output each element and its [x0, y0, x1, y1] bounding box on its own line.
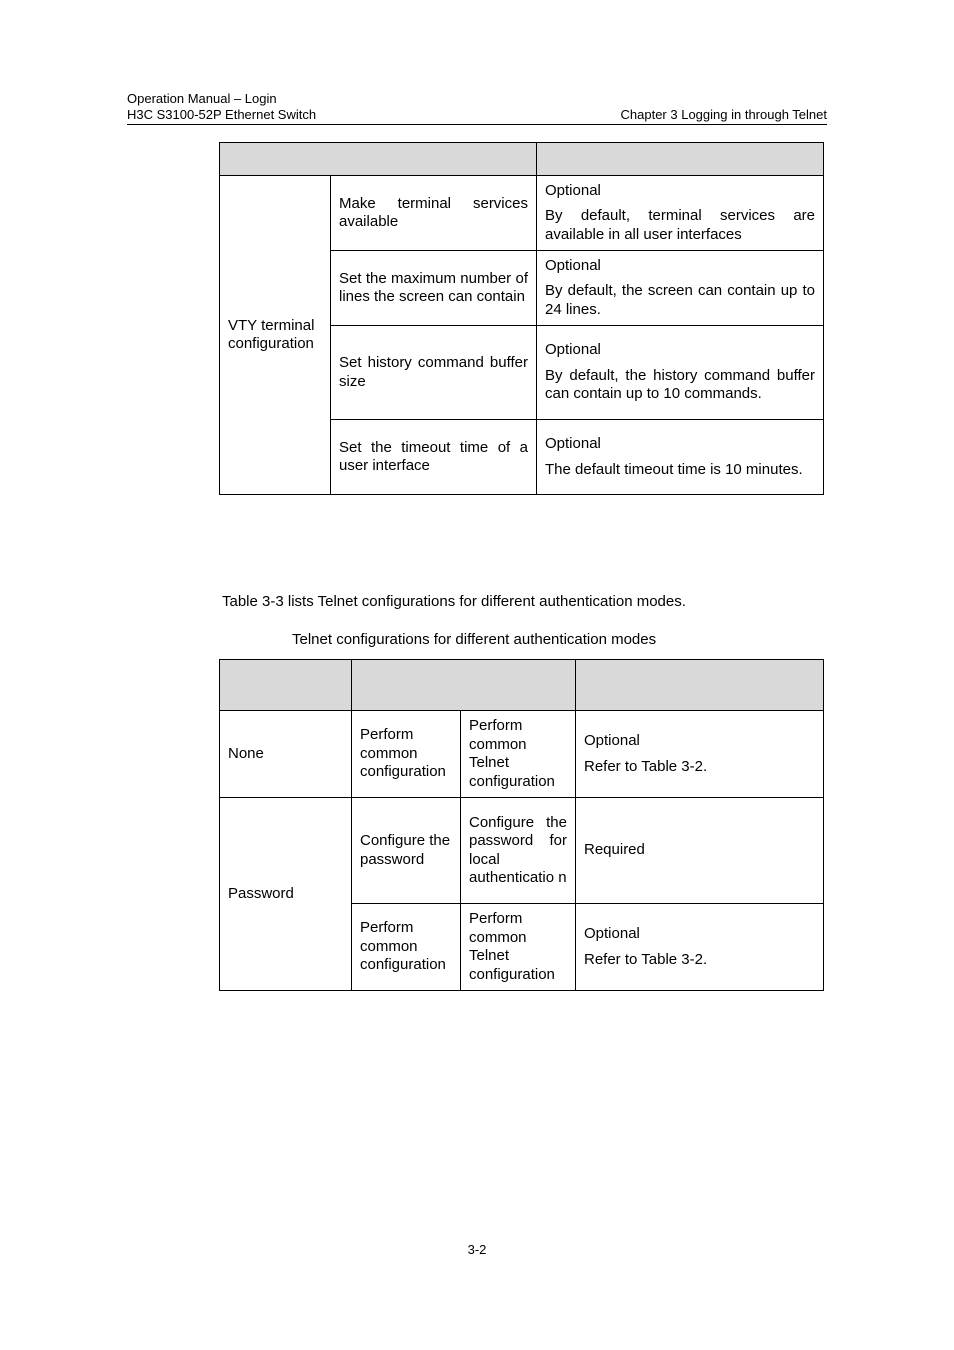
vty-group-label: VTY terminal configuration	[228, 316, 315, 352]
config-cell: Perform common configuration	[352, 904, 461, 991]
remark-cell	[576, 798, 824, 904]
reference-text: Refer to Table 3-2.	[584, 950, 708, 968]
task-cell: Make terminal services available	[331, 176, 537, 251]
task-cell: Set the timeout time of a user interface	[331, 420, 537, 495]
task-cell: Set history command buffer size	[331, 326, 537, 420]
config-cell: Configure the password	[352, 798, 461, 904]
remark-cell	[537, 251, 824, 326]
status-text: Optional	[545, 341, 601, 359]
table-header-cell	[576, 660, 824, 711]
remark-text: By default, the screen can contain up to 24 lines.	[545, 282, 815, 318]
header-rule	[127, 124, 827, 125]
auth-mode-cell: None	[220, 711, 352, 798]
table-row	[220, 176, 824, 251]
table-row	[220, 711, 824, 798]
task-cell: Set the maximum number of lines the screen can contain	[331, 251, 537, 326]
remark-text: The default timeout time is 10 minutes.	[545, 460, 803, 478]
table-header-cell	[537, 143, 824, 176]
remark-cell	[537, 420, 824, 495]
page-number: 3-2	[467, 1242, 487, 1257]
auth-mode-table	[219, 659, 824, 991]
remark-text: By default, terminal services are available in all user interfaces	[545, 207, 815, 243]
status-text: Optional	[545, 256, 601, 274]
table-header-row	[220, 660, 824, 711]
status-text: Required	[584, 841, 645, 859]
table-header-cell	[352, 660, 576, 711]
detail-cell: Perform common Telnet configuration	[461, 904, 576, 991]
status-text: Optional	[545, 435, 601, 452]
detail-cell: Perform common Telnet configuration	[461, 711, 576, 798]
table-header-cell	[220, 143, 537, 176]
header-chapter-title: Chapter 3 Logging in through Telnet	[620, 107, 827, 122]
header-manual-title: Operation Manual – Login	[127, 91, 277, 106]
config-cell: Perform common configuration	[352, 711, 461, 798]
table-header-cell	[220, 660, 352, 711]
remark-cell	[576, 711, 824, 798]
table-header-row	[220, 143, 824, 176]
reference-text: Refer to Table 3-2.	[584, 757, 708, 775]
vty-group-cell	[220, 176, 331, 495]
remark-text: By default, the history command buffer can contain up to 10 commands.	[545, 366, 815, 403]
vty-config-table	[219, 142, 824, 495]
status-text: Optional	[545, 181, 601, 199]
header-product-name: H3C S3100-52P Ethernet Switch	[127, 107, 317, 122]
auth-mode-cell: Password	[220, 798, 352, 991]
status-text: Optional	[584, 732, 640, 749]
status-text: Optional	[584, 925, 640, 942]
intro-paragraph: Table 3-3 lists Telnet configurations for different authentication modes.	[222, 593, 686, 610]
table-row	[220, 798, 824, 904]
table-caption: Telnet configurations for different authentication modes	[292, 631, 657, 648]
remark-cell	[576, 904, 824, 991]
detail-cell: Configure the password for local authenticatio n	[461, 798, 576, 904]
remark-cell	[537, 176, 824, 251]
remark-cell	[537, 326, 824, 420]
